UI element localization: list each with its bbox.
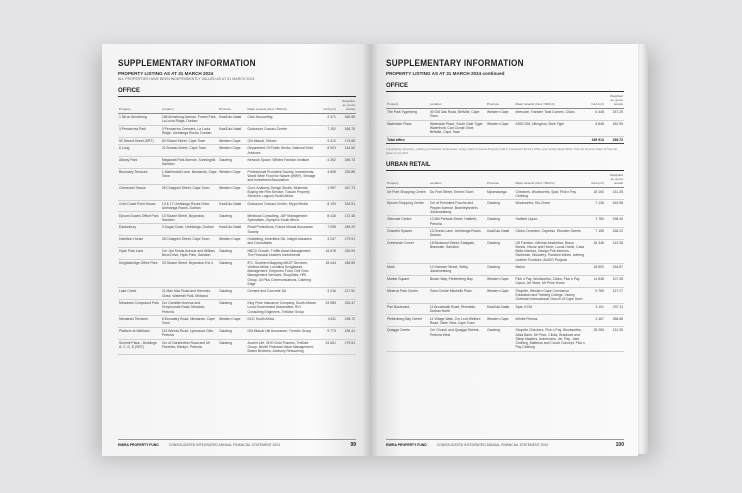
table-cell: 127.27 [605, 287, 624, 303]
column-header: Province [486, 171, 515, 188]
table-row [118, 137, 356, 145]
table-cell: 195.41 [337, 327, 356, 339]
table-cell: Western Cape [218, 145, 247, 157]
table-cell: Gauteng [486, 216, 515, 228]
table-cell: Du Pont Street, Ermelo Town [429, 188, 486, 200]
table-cell: KwaZulu-Natal [218, 114, 247, 126]
footer-brand: EMIRA PROPERTY FUND [118, 443, 159, 447]
table-cell: Hamilton House [118, 236, 161, 248]
table-row [386, 315, 624, 327]
office-table [118, 97, 356, 355]
table-cell: KwaZulu-Natal [218, 200, 247, 212]
table-cell: 1 Mariendahl Lane, Newlands, Cape Town [161, 168, 218, 184]
table-cell: Old Mutual, Telkom [246, 137, 317, 145]
table-cell: Minerva Park Centre [386, 287, 429, 303]
table-cell: Gauteng [218, 247, 247, 259]
table-cell: Megawatt Park Avenue, Sunninghill, Sandton [161, 158, 217, 167]
column-header: Major tenants (GLA >500m²) [246, 97, 317, 114]
table-row [118, 184, 356, 200]
column-header: Weighted av. gross rentals [605, 92, 624, 109]
table-cell: Click Accounting [246, 114, 317, 126]
page-number: 99 [350, 442, 356, 448]
table-cell: KwaZulu-Natal [218, 125, 247, 137]
table-cell: Plettenberg Bay Centre [386, 315, 429, 327]
table-cell: 288.88 [605, 315, 624, 327]
table-cell: KwaZulu-Natal [486, 303, 515, 315]
table-cell: King Price Insurance Company, South African Local Government Association, BVI Consulting Engineers, Trellidor Group [247, 301, 317, 314]
total-cell: 165 913 [586, 136, 605, 144]
table-cell: 180.98 [337, 114, 356, 126]
table-cell: Accent Life, SHO Gold Thames, Trellidor Group, Bezell Financial Value Management, Bosler Brothers, Advisory Resourcing [246, 339, 317, 355]
table-cell: 28 283 [586, 327, 605, 351]
table-cell: 3 247 [318, 236, 337, 248]
table-cell: Chessonni House [118, 184, 161, 200]
table-cell: De Pont Shopping Centre [386, 188, 429, 200]
left-page [102, 44, 370, 456]
column-header: GLA (m²) [586, 92, 605, 109]
table-cell: Eastonbury [118, 224, 161, 236]
column-header: Location [161, 97, 218, 114]
page-subtitle: PROPERTY LISTING AS AT 31 MARCH 2024 [118, 71, 214, 76]
table-cell: Western Cape [486, 109, 515, 121]
table-cell: 18 348 [586, 239, 605, 263]
table-cell: 179.91 [337, 236, 356, 248]
table-cell: 179.51 [337, 339, 356, 355]
table-cell: Outsource Contact Centre, Hippo Media [246, 200, 317, 212]
table-cell: 4 352 [318, 156, 337, 168]
table-cell: 11 Village Walk, Cnr Lord Welford Road, Table View, Cape Town [429, 315, 486, 327]
table-row [386, 120, 624, 136]
table-cell: Old Mutual Life Assurance, Trevello Group [246, 327, 317, 339]
table-cell: Hatfield Liquor [514, 216, 585, 228]
page-title: SUPPLEMENTARY INFORMATION [118, 58, 256, 69]
table-cell: Gauteng [218, 288, 247, 300]
table-cell: 3 101 [586, 303, 605, 315]
table-cell: Professional Provident Society, Investments, World Wide Fund for Nature (WWF), Sewage and Investment Association [246, 168, 317, 184]
table-cell: 1 780 [586, 216, 605, 228]
office-table-continued [386, 92, 624, 144]
table-cell: 6 448 [586, 109, 605, 121]
column-header: Location [429, 92, 486, 109]
table-cell: Gauteng [218, 327, 247, 339]
table-cell: 7 136 [586, 200, 605, 216]
table-cell: Knightsbridge Office Park [118, 259, 161, 288]
table-cell: 4 811 [318, 315, 337, 327]
table-cell: Western Cape [486, 120, 515, 136]
total-cell: 189.72 [605, 136, 624, 144]
table-cell: 40 Old Oak Road, Bellville, Cape Town [429, 109, 486, 121]
table-cell: 165.20 [337, 224, 356, 236]
table-cell: Gauteng [486, 264, 515, 276]
table-cell: Western Cape [486, 287, 515, 303]
table-cell: 18 800 [586, 264, 605, 276]
table-cell: Pick n Pay, Woolworths, Clicks, Pick n Pay Liquor, Jet Store, Mr Price Home [514, 275, 585, 287]
table-row [118, 224, 356, 236]
page-title: SUPPLEMENTARY INFORMATION [386, 58, 524, 69]
table-cell: Cnr Church and Quagga Streets, Pretoria West [429, 327, 486, 351]
table-cell: 9 412 [318, 137, 337, 145]
table-cell: KwaZulu-Natal [486, 227, 515, 239]
footer-text: CONSOLIDATED INTEGRATED ANNUAL FINANCIAL STATEMENT 2024 [168, 443, 281, 447]
table-row [386, 188, 624, 200]
table-cell: 9 769 [586, 287, 605, 303]
table-cell: 8 848 [586, 120, 605, 136]
table-cell: Outsource Contact Centre [246, 125, 317, 137]
column-header: Weighted av. gross rentals [337, 97, 356, 114]
table-cell: Shoprite Checkers, Pick n Pay, Woolworths, Absa Bank, Mr Price, Clicks, Bradlows and Sleep Masters, Ackermans, Jet, Pep, Joint Clothing, Mattress and Couch Concept, Pick n Pay Clothing [515, 328, 585, 350]
table-cell: 168.22 [605, 227, 624, 239]
table-cell: Waterside Place, South Gate Tyger Waterfront, Carl Cronje Drive, Bellville, Cape Town [429, 120, 486, 136]
table-cell: Network Space, Williers Fashion Institute [246, 156, 317, 168]
page-subtitle: PROPERTY LISTING AS AT 31 MARCH 2024 continued [386, 71, 505, 76]
column-header: Province [218, 97, 247, 114]
table-cell: 3 216 [318, 288, 337, 300]
table-cell: Road Protections, Futura Mutual Assurance Society [246, 224, 317, 236]
table-row [118, 236, 356, 248]
table-cell: ASSCOM, Nitrogens, Mole Tiger [514, 120, 585, 136]
table-cell: Mark [386, 264, 429, 276]
table-cell: 21 Bureau Street, Cape Town [161, 145, 218, 157]
table-cell: Western Cape [218, 315, 247, 327]
table-cell: 131.35 [605, 327, 624, 351]
table-row [118, 299, 356, 315]
table-cell: DCD South Africa [246, 315, 317, 327]
table-cell: 13 Ocean Lane, Umhlanga Rocks, Durban [429, 227, 486, 239]
table-row [118, 114, 356, 126]
table-cell: 9 773 [318, 327, 337, 339]
table-cell: Holistiking, Amenities SA, Insight Actuaries and Consultants [246, 236, 317, 248]
table-cell: 15 678 [318, 247, 337, 259]
table-row [118, 200, 356, 212]
table-cell: Cnr of President Fouche and Pepper Avenue, Bramleyfontein, Johannesburg [429, 200, 486, 216]
table-cell: Cred Coast Point House [118, 200, 161, 212]
table-cell: 113 Wierda Road, Lynnwood Glen, Pretoria [161, 327, 218, 339]
table-row [386, 216, 624, 228]
table-cell: 1 997 [318, 184, 337, 200]
table-cell: NBCD Growth, Truffle Asset Management, The Financial Leaders Investments [246, 247, 317, 259]
table-row [118, 168, 356, 184]
table-cell: Clicks Ceramics, Capesso, Wooden Scents [514, 227, 585, 239]
table-cell: Western Cape [218, 168, 247, 184]
total-cell [514, 136, 585, 144]
table-cell: 13 Sloane Street, Bryanston, Sandton [161, 212, 218, 224]
table-cell: Western Cape [218, 137, 247, 145]
table-cell: Newlands Terraces [118, 315, 161, 327]
table-cell: Quagga Centre [386, 327, 429, 351]
table-cell: 8 416 [318, 212, 337, 224]
table-row [386, 109, 624, 121]
column-header: Location [429, 171, 486, 188]
table-cell: Mpumalanga [486, 188, 515, 200]
table-cell: 187.25 [605, 109, 624, 121]
table-cell: 4 808 [318, 168, 337, 184]
table-cell: 131.35 [605, 188, 624, 200]
table-cell: 127.52 [337, 288, 356, 300]
table-cell: 172.45 [337, 212, 356, 224]
column-header: Major tenants (GLA >500m²) [514, 92, 585, 109]
table-cell: Gauteng [218, 259, 247, 288]
column-header: Property [386, 92, 429, 109]
column-header: GLA (m²) [586, 171, 605, 188]
valuation-note: ALL PROPERTIES HAVE BEEN INDEPENDENTLY VALUED AS AT 31 MARCH 2024 [118, 77, 255, 81]
table-cell: 11 Broadwalk Road, Riverside, Durban North [429, 303, 486, 315]
table-cell: Waterside Place [386, 120, 429, 136]
table-cell: Meadows Compound Park [118, 299, 161, 315]
table-cell: 8 Long [118, 145, 161, 157]
table-cell: 226.94 [337, 247, 356, 259]
table-cell: 18 444 [318, 259, 337, 288]
table-cell: Gauteng [218, 299, 247, 315]
table-cell: 8 523 [318, 145, 337, 157]
table-cell: Town Centre Mitchells Plain [429, 287, 486, 303]
table-cell: 16 Bedwood Street, Eastgate, Bramvale, Sandton [429, 239, 486, 263]
table-cell: 50 Strand Street (SRT) [118, 137, 161, 145]
total-cell: Total office [386, 136, 429, 144]
table-cell: Lake Creek [118, 288, 161, 300]
table-row [386, 287, 624, 303]
table-cell: Pan Boulevard [386, 303, 429, 315]
table-cell: Gauteng [218, 156, 247, 168]
table-cell: Epsom Downs Office Park [118, 212, 161, 224]
table-cell: Boundary Terraces [118, 168, 161, 184]
table-cell: 24 601 [318, 339, 337, 355]
table-cell: Cnr Jan Smuts Avenue and William Nicol Drive, Hyde Park, Sandton [161, 247, 218, 259]
table-cell: 2 467 [586, 315, 605, 327]
table-cell: 1 86 on Armstrong [118, 114, 161, 126]
table-cell: 24 965 [318, 299, 337, 315]
table-cell: Cement and Concrete SA [246, 288, 317, 300]
table-cell: 167.73 [337, 184, 356, 200]
table-cell: 7 155 [586, 227, 605, 239]
table-row [118, 339, 356, 355]
table-cell: Gauteng [486, 327, 515, 351]
table-cell: Albany Park [118, 156, 161, 168]
table-cell: 166.75 [337, 125, 356, 137]
column-header: Property [386, 171, 429, 188]
table-cell: Western Cape [218, 236, 247, 248]
table-cell: 14 848 [586, 275, 605, 287]
table-cell: KwaZulu-Natal [218, 224, 247, 236]
table-cell: Gauteng [486, 200, 515, 216]
table-cell: 113.38 [605, 239, 624, 263]
table-cell: 33 Sloane Street, Bryanston Ext 4 [161, 259, 218, 288]
table-cell: 26 Chiappini Street, Cape Town [161, 184, 218, 200]
table-cell: 230.89 [337, 168, 356, 184]
section-heading-office: OFFICE [386, 83, 624, 92]
office-footnotes: 1 Excluding vacancies, parking and shared rental areas. Group share of assets Property held in investment Emira's Office and results (Sept 2022). Summit: Emira's share of Summit place is one third. [386, 147, 617, 156]
table-row [118, 327, 356, 339]
table-cell: IFC, Southern Mapping MAST Services, Vortexa Africa, Luxottica Sunglasses Management, Emperors Fund, Dell Omo Management Services, ShopData, HRI Group, 4d Plus Communications, Catering Edge [246, 259, 317, 288]
table-cell: 2 471 [318, 114, 337, 126]
table-cell: Platform at Waltham [118, 327, 161, 339]
table-cell: US Fashion, rMemar Aesthetics, Bravo Bonds, House and Home, Lucas Home, Casa Bella Interiors, Design Pub Interiors, Divinesse, Woowery, Pandora Wines, Iceberg Leather Furniture, AUDIO Projects [515, 240, 585, 262]
table-cell: Western Cape [218, 184, 247, 200]
table-row [386, 327, 624, 351]
table-cell: Medbook Consulting, JAP Management Specialists, Olympics South Africa [246, 212, 317, 224]
footer-brand: EMIRA PROPERTY FUND [386, 443, 427, 447]
table-cell: 18 160 [586, 188, 605, 200]
table-cell: 163.58 [605, 200, 624, 216]
table-row [386, 264, 624, 276]
column-header: Major tenants (GLA >500m²) [514, 171, 585, 188]
table-cell: Summit Place - Buildings A, C, D, E (SRT) [118, 339, 161, 355]
column-header: GLA (m²) [318, 97, 337, 114]
section-heading-office: OFFICE [118, 88, 356, 97]
table-cell: Gauteng [486, 239, 515, 263]
table-row [386, 227, 624, 239]
table-cell: 198.72 [337, 315, 356, 327]
table-cell: 198.40 [605, 216, 624, 228]
column-header: Province [486, 92, 515, 109]
section-heading-urban-retail: URBAN RETAIL [386, 162, 624, 171]
table-cell: Department Of Public Works, National Debt Advisors [246, 145, 317, 157]
table-cell: 50 Strand Street, Cape Town [161, 137, 218, 145]
table-row [386, 275, 624, 287]
total-cell [486, 136, 515, 144]
table-cell: 7 152 [318, 125, 337, 137]
table-cell: 3 Pencarrow Crescent, La Lucia Ridge, Umhlanga Rocks, Durban [161, 125, 218, 137]
right-page [370, 44, 638, 456]
table-cell: 207.11 [605, 303, 624, 315]
table-row [118, 259, 356, 288]
table-cell: 3 Pencarrow Park [118, 125, 161, 137]
table-cell: Western Cape [486, 275, 515, 287]
table-cell: Epsom Shopping Centre [386, 200, 429, 216]
table-cell: The Park Tygerberg [386, 109, 429, 121]
table-cell: Gauteng [218, 212, 247, 224]
table-cell: 8 193 [318, 200, 337, 212]
table-cell: 3 Sugar Close, Umhlanga, Durban [161, 224, 218, 236]
table-cell: Cnr Camilleri Avenue and Greyhounds Road, Meadow, Pretoria [161, 299, 218, 315]
table-row [386, 239, 624, 263]
table-cell: Intercare, Transfer Total Comms, Clicks [514, 109, 585, 121]
total-cell [429, 136, 486, 144]
table-cell: Makro [514, 264, 585, 276]
table-cell: 7 095 [318, 224, 337, 236]
left-footer [118, 439, 356, 448]
table-cell: 14 & 17 Umhlanga Rocks Drive, Umhlanga Rocks, Durban [161, 200, 218, 212]
table-cell: 28 Chiappini Street, Cape Town [161, 236, 218, 248]
table-row [118, 247, 356, 259]
table-cell: Spar, KCM [514, 303, 585, 315]
table-cell: Greenside Corner [386, 239, 429, 263]
table-row [118, 156, 356, 168]
table-cell: 168.59 [337, 259, 356, 288]
table-cell: Cnr of Garsfontein Road and Mi Florentia, Menlyn, Pretoria [161, 339, 218, 355]
table-row [386, 200, 624, 216]
table-cell: Checkers, Woolworths, Spar, Pick n Pay Clothing [514, 188, 585, 200]
table-cell: 154.87 [605, 264, 624, 276]
table-cell: 144.60 [337, 145, 356, 157]
table-cell: Western Cape [486, 315, 515, 327]
table-cell: Beach Way, Plettenberg Bay [429, 275, 486, 287]
table-cell: Woolworths, Dis-Chem [514, 200, 585, 216]
table-cell: Govt, Anatomy Design Studio, Mubende Buying the Film Service, Tuscan Property Services, Lagoon South Africa [246, 184, 317, 200]
table-row [386, 303, 624, 315]
page-number: 100 [615, 442, 624, 448]
table-cell: Hyde Park Lane [118, 247, 161, 259]
table-cell: 8 Boundary Road, Newlands, Cape Town [161, 315, 218, 327]
table-row [118, 288, 356, 300]
table-cell: Graceful Spaces [386, 227, 429, 239]
table-cell: 186 Armstrong Avenue, Forest Park, La Lucia Ridge, Durban [161, 115, 217, 124]
urban-retail-table [386, 171, 624, 351]
column-header: Property [118, 97, 161, 114]
table-cell: 153.47 [337, 299, 356, 315]
table-cell: 182.59 [605, 120, 624, 136]
table-cell: Market Square [386, 275, 429, 287]
table-cell: Shoprite, Western Cape Commerce Education and Training College, Victory Outreach International Church of Cape Town [514, 287, 585, 303]
table-row [118, 145, 356, 157]
table-cell: 153.91 [337, 200, 356, 212]
table-cell: 156.73 [337, 156, 356, 168]
table-cell: 12 Hanover Street, Selby, Johannesburg [429, 264, 486, 276]
footer-text: CONSOLIDATED INTEGRATED ANNUAL FINANCIAL STATEMENT 2024 [436, 443, 549, 447]
total-row [386, 136, 624, 144]
column-header: Weighted av. gross rentals [605, 171, 624, 188]
table-cell: 173.65 [337, 137, 356, 145]
table-cell: Glenvale Centre [386, 216, 429, 228]
table-row [118, 212, 356, 224]
table-row [118, 315, 356, 327]
table-cell: Gauteng [218, 339, 247, 355]
right-footer [386, 439, 624, 448]
table-cell: 21 Mac Mac Road and Hercules Close, Waterfall Park, Midrand [161, 288, 218, 300]
table-cell: Infinite Fitness [514, 315, 585, 327]
table-row [118, 125, 356, 137]
table-cell: 12 Mill Pretoria Street, Hatfield, Pretoria [429, 216, 486, 228]
table-cell: 107.35 [605, 275, 624, 287]
